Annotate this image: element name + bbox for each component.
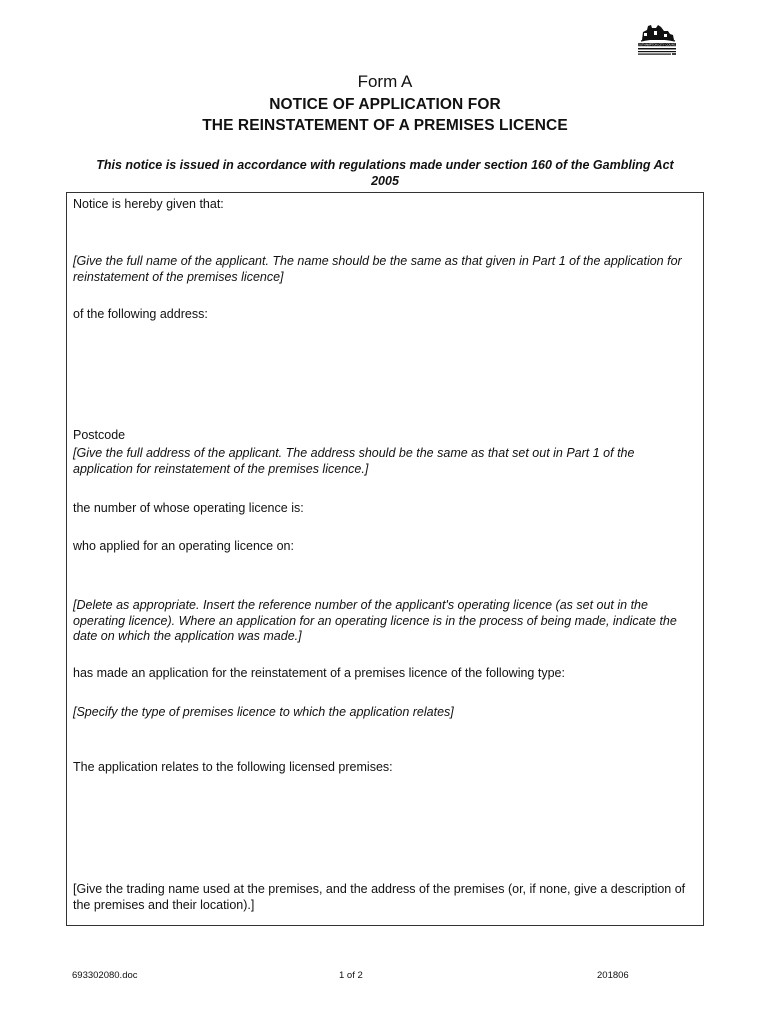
footer-filename: 693302080.doc	[72, 970, 138, 981]
address-label: of the following address:	[73, 307, 208, 321]
applicant-name-instruction: [Give the full name of the applicant. The name should be the same as that given in Part 1 of the application for reinstatement of the premises licence]	[73, 254, 682, 284]
notice-form-box	[66, 192, 704, 926]
postcode-label: Postcode	[73, 428, 126, 442]
operating-licence-label: the number of whose operating licence is:	[73, 501, 304, 515]
notice-subtitle: This notice is issued in accordance with regulations made under section 160 of the Gambling Act 2005	[96, 158, 674, 188]
footer-page-number: 1 of 2	[339, 970, 363, 981]
applied-label: who applied for an operating licence on:	[73, 539, 294, 553]
notice-title-line1: NOTICE OF APPLICATION FOR	[269, 96, 501, 113]
notice-title-line2: THE REINSTATEMENT OF A PREMISES LICENCE	[202, 117, 568, 134]
council-logo	[634, 22, 680, 60]
delete-instruction: [Delete as appropriate. Insert the reference number of the applicant's operating licence (as set out in the operating licence). Where an application for an operating licence is in the process of being made, indicate the date on which the application was made.]	[73, 598, 677, 643]
premises-instruction: [Give the trading name used at the premises, and the address of the premises (or, if none, give a description of the premises and their location).]	[73, 882, 686, 912]
logo-text: SOUTHAMPTON CITY COUNCIL	[635, 42, 679, 47]
application-type-label: has made an application for the reinstatement of a premises licence of the following type:	[73, 666, 565, 680]
premises-label: The application relates to the following licensed premises:	[73, 760, 393, 774]
footer-code: 201806	[597, 970, 629, 981]
form-label: Form A	[357, 72, 413, 91]
notice-intro: Notice is hereby given that:	[73, 197, 224, 211]
type-instruction: [Specify the type of premises licence to which the application relates]	[73, 705, 454, 719]
address-instruction: [Give the full address of the applicant. The address should be the same as that set out in Part 1 of the application for reinstatement of the premises licence.]	[73, 446, 635, 476]
